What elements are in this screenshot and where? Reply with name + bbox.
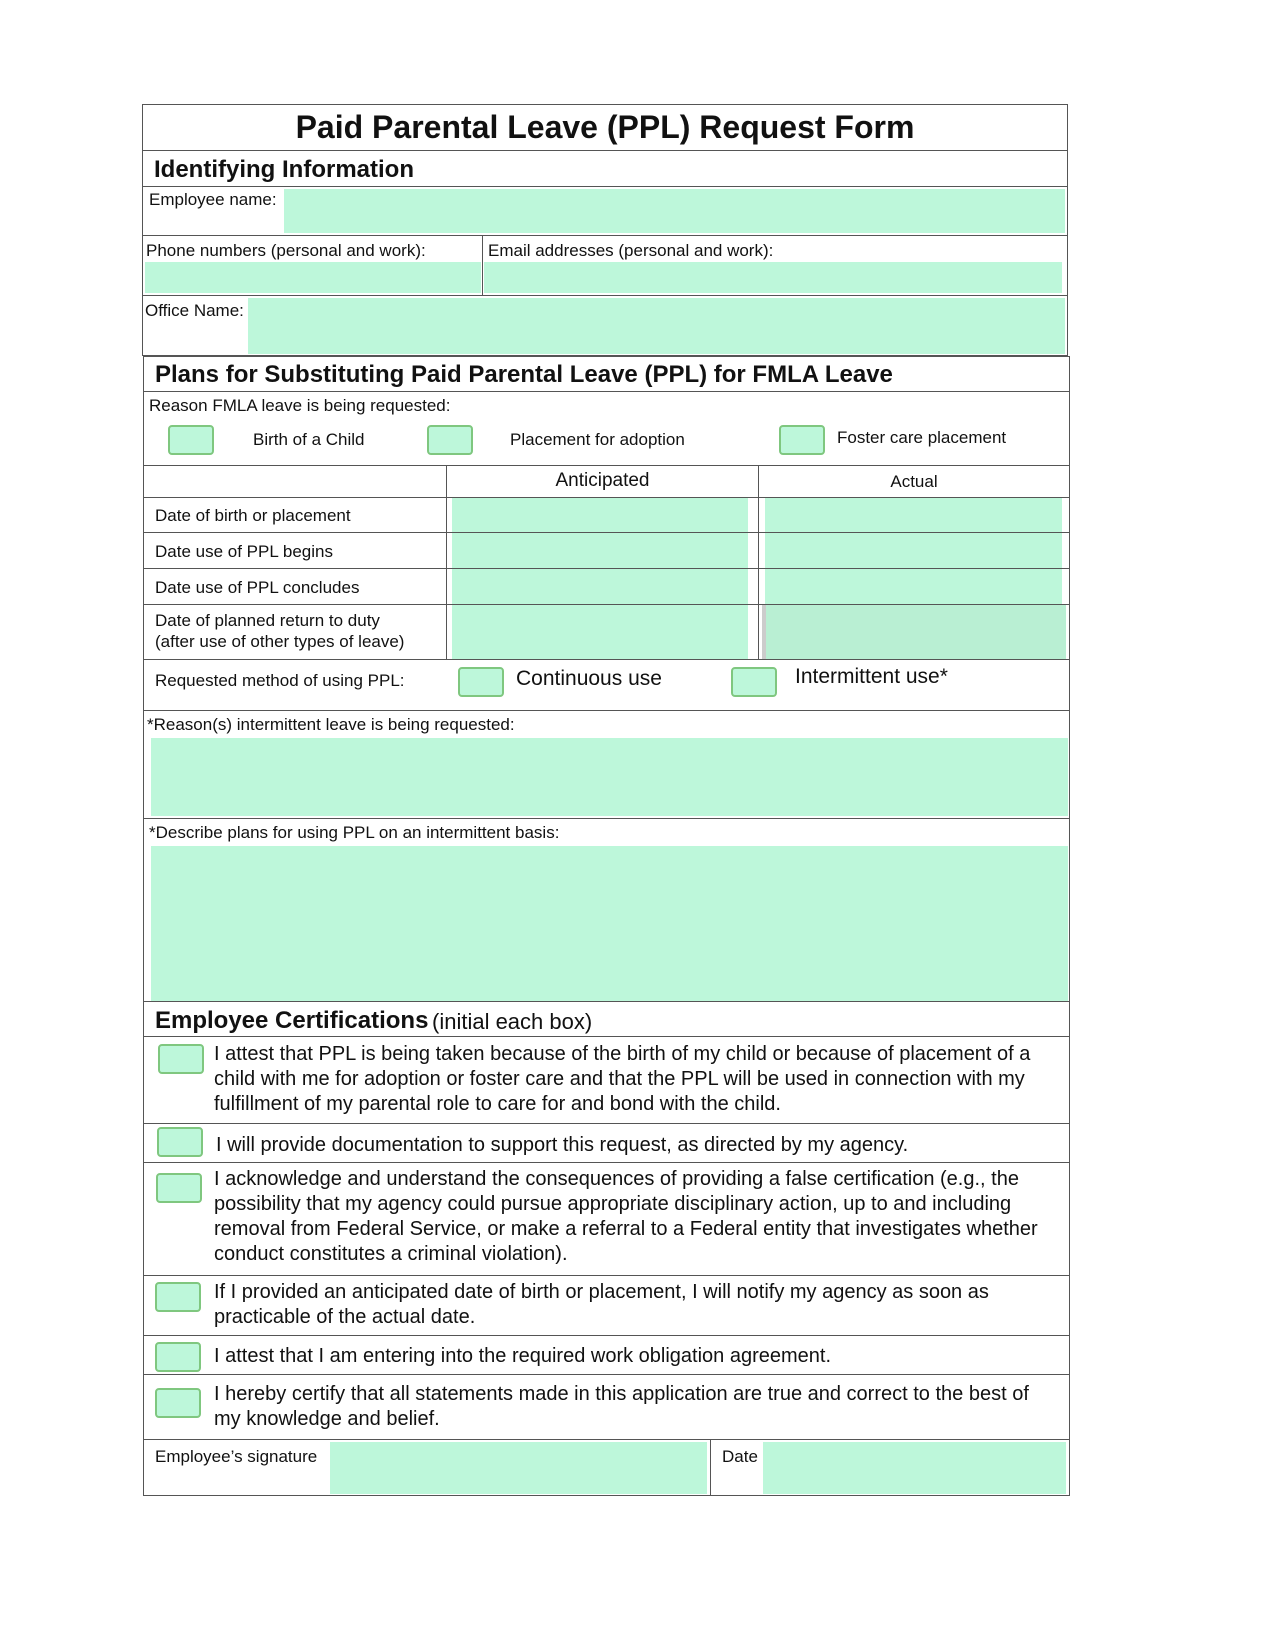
anticipated-column-header: Anticipated [555, 470, 650, 491]
certification-text-4: If I provided an anticipated date of birth or placement, I will notify my agency as soon as practicable of the actual date. [214, 1281, 989, 1328]
divider [142, 150, 1068, 151]
ppl-conclude-label: Date use of PPL concludes [155, 578, 360, 597]
foster-option-label: Foster care placement [837, 428, 1007, 447]
date-field[interactable] [763, 1442, 1066, 1494]
email-field[interactable] [484, 262, 1062, 293]
employee-name-label: Employee name: [149, 190, 277, 209]
plans-heading: Plans for Substituting Paid Parental Leave (PPL) for FMLA Leave [155, 361, 893, 388]
cert-initial-box-2[interactable] [157, 1127, 203, 1157]
ppl-begin-label: Date use of PPL begins [155, 542, 333, 561]
cert-initial-box-4[interactable] [155, 1282, 201, 1312]
date-label: Date [722, 1447, 758, 1466]
signature-field[interactable] [330, 1442, 707, 1494]
certifications-heading: Employee Certifications [155, 1007, 429, 1034]
foster-checkbox[interactable] [779, 425, 825, 455]
reason-label: Reason FMLA leave is being requested: [149, 396, 451, 415]
birth-checkbox[interactable] [168, 425, 214, 455]
certification-text-3: I acknowledge and understand the consequences of providing a false certification (e.g., the possibility that my agency could pursue appropriate disciplinary action, up to and including removal from Federal Service, or make a referral to a Federal entity that investigates whether conduct constitutes a criminal violation). [214, 1168, 1038, 1265]
certification-text-1: I attest that PPL is being taken because of the birth of my child or because of placement of a child with me for adoption or foster care and that the PPL will be used in connection with my fulfillment of my parental role to care for and bond with the child. [214, 1043, 1031, 1115]
divider [143, 1374, 1070, 1375]
cert-initial-box-6[interactable] [155, 1388, 201, 1418]
office-name-field[interactable] [248, 298, 1065, 354]
divider [143, 818, 1070, 819]
anticipated-birth-date-field[interactable] [452, 498, 748, 532]
cert-initial-box-3[interactable] [156, 1173, 202, 1203]
divider [143, 1162, 1070, 1163]
continuous-use-checkbox[interactable] [458, 667, 504, 697]
divider [142, 186, 1068, 187]
signature-label: Employee’s signature [155, 1447, 318, 1466]
divider [710, 1439, 711, 1496]
form-title: Paid Parental Leave (PPL) Request Form [295, 109, 915, 145]
continuous-use-label: Continuous use [516, 667, 662, 690]
certification-text-2: I will provide documentation to support this request, as directed by my agency. [216, 1134, 909, 1156]
certification-text-6: I hereby certify that all statements made in this application are true and correct to the best of my knowledge and belief. [214, 1383, 1029, 1430]
divider [143, 710, 1070, 711]
divider [143, 465, 1070, 466]
identifying-heading: Identifying Information [154, 156, 414, 183]
anticipated-ppl-conclude-field[interactable] [452, 569, 748, 604]
office-name-label: Office Name: [145, 301, 244, 320]
anticipated-ppl-begin-field[interactable] [452, 533, 748, 568]
phone-label: Phone numbers (personal and work): [146, 241, 426, 260]
actual-column-header: Actual [890, 472, 938, 491]
certification-text-5: I attest that I am entering into the required work obligation agreement. [214, 1345, 832, 1367]
intermittent-use-checkbox[interactable] [731, 667, 777, 697]
actual-birth-date-field[interactable] [765, 498, 1062, 532]
divider [143, 391, 1070, 392]
email-label: Email addresses (personal and work): [488, 241, 774, 260]
actual-ppl-begin-field[interactable] [765, 533, 1062, 568]
intermittent-use-label: Intermittent use* [795, 665, 948, 688]
divider [142, 235, 1068, 236]
certifications-heading-note: (initial each box) [432, 1009, 593, 1034]
divider [143, 1335, 1070, 1336]
divider [143, 1036, 1070, 1037]
cert-initial-box-5[interactable] [155, 1342, 201, 1372]
birth-date-label: Date of birth or placement [155, 506, 351, 525]
divider [446, 465, 447, 659]
intermittent-reason-label: *Reason(s) intermittent leave is being requested: [147, 715, 515, 734]
actual-return-date-field[interactable] [762, 605, 1066, 659]
cert-initial-box-1[interactable] [158, 1044, 204, 1074]
adoption-checkbox[interactable] [427, 425, 473, 455]
phone-field[interactable] [145, 262, 481, 293]
actual-ppl-conclude-field[interactable] [765, 569, 1062, 604]
employee-name-field[interactable] [284, 189, 1065, 233]
birth-option-label: Birth of a Child [253, 430, 365, 449]
return-date-label: Date of planned return to duty [155, 611, 380, 630]
intermittent-reason-field[interactable] [151, 738, 1068, 816]
divider [143, 659, 1070, 660]
adoption-option-label: Placement for adoption [510, 430, 685, 449]
divider [143, 1275, 1070, 1276]
method-label: Requested method of using PPL: [155, 671, 405, 690]
return-date-note: (after use of other types of leave) [155, 632, 405, 651]
divider [142, 295, 1068, 296]
intermittent-plans-field[interactable] [151, 846, 1068, 1001]
divider [143, 1123, 1070, 1124]
divider [758, 465, 759, 659]
divider [143, 1439, 1070, 1440]
anticipated-return-date-field[interactable] [452, 605, 748, 659]
divider [482, 235, 483, 295]
intermittent-plans-label: *Describe plans for using PPL on an intermittent basis: [149, 823, 560, 842]
